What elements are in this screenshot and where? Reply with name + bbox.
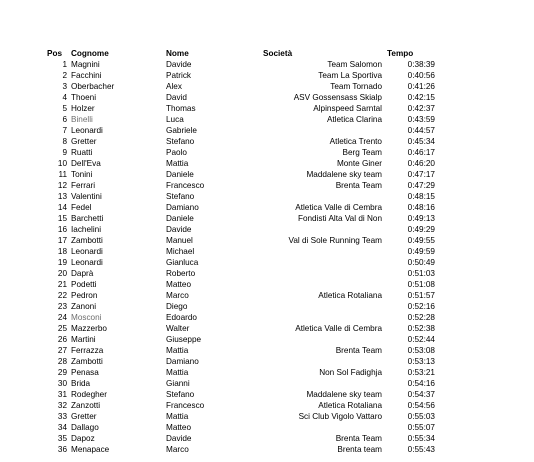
result-cognome: Thoeni [71,93,97,102]
table-row [0,213,534,224]
result-cognome: Brida [71,379,91,388]
result-cognome: Martini [71,335,96,344]
result-nome: Francesco [166,401,205,410]
table-row [0,224,534,235]
result-societa: Brenta Team [335,181,382,190]
result-pos: 34 [57,423,67,432]
result-pos: 6 [62,115,67,124]
table-header [0,48,534,59]
result-nome: David [166,93,187,102]
result-pos: 20 [57,269,67,278]
result-societa: Atletica Valle di Cembra [295,324,382,333]
table-row [0,235,534,246]
result-nome: Matteo [166,423,192,432]
result-pos: 35 [57,434,67,443]
table-row [0,136,534,147]
table-row [0,81,534,92]
table-row [0,268,534,279]
header-tempo: Tempo [387,49,414,58]
result-cognome: Ruatti [71,148,93,157]
result-cognome: Podetti [71,280,97,289]
result-nome: Matteo [166,280,192,289]
result-tempo: 0:50:49 [407,258,435,267]
result-pos: 17 [57,236,67,245]
result-cognome: Mosconi [71,313,102,322]
table-row [0,367,534,378]
result-cognome: Binelli [71,115,93,124]
result-cognome: Leonardi [71,258,103,267]
table-row [0,400,534,411]
result-nome: Marco [166,291,189,300]
result-pos: 28 [57,357,67,366]
result-nome: Walter [166,324,190,333]
result-tempo: 0:48:16 [407,203,435,212]
result-cognome: Valentini [71,192,102,201]
result-pos: 4 [62,93,67,102]
result-pos: 11 [58,170,67,179]
table-row [0,301,534,312]
result-tempo: 0:49:29 [407,225,435,234]
table-row [0,191,534,202]
result-societa: ASV Gossensass Skialp [293,93,382,102]
result-societa: Fondisti Alta Val di Non [297,214,382,223]
result-societa: Atletica Rotaliana [318,401,382,410]
result-societa: Berg Team [342,148,382,157]
result-cognome: Gretter [71,412,97,421]
result-tempo: 0:54:16 [407,379,435,388]
result-societa: Sci Club Vigolo Vattaro [298,412,382,421]
header-societa: Società [263,49,293,58]
result-tempo: 0:40:56 [407,71,435,80]
table-row [0,290,534,301]
header-cognome: Cognome [71,49,109,58]
result-nome: Alex [166,82,182,91]
result-nome: Roberto [166,269,196,278]
result-nome: Mattia [166,159,189,168]
result-nome: Damiano [166,357,199,366]
result-cognome: Rodegher [71,390,107,399]
result-societa: Maddalene sky team [306,390,382,399]
result-tempo: 0:43:59 [407,115,435,124]
result-tempo: 0:51:08 [407,280,435,289]
result-cognome: Barchetti [71,214,104,223]
result-tempo: 0:52:28 [407,313,435,322]
table-row [0,202,534,213]
result-cognome: Magnini [71,60,100,69]
result-societa: Atletica Valle di Cembra [295,203,382,212]
result-nome: Edoardo [166,313,197,322]
table-row [0,246,534,257]
table-row [0,103,534,114]
result-pos: 3 [62,82,67,91]
result-societa: Maddalene sky team [306,170,382,179]
result-nome: Gianni [166,379,190,388]
result-nome: Davide [166,434,192,443]
result-societa: Brenta team [337,445,382,454]
result-pos: 23 [57,302,67,311]
result-tempo: 0:52:16 [407,302,435,311]
result-societa: Team Tornado [330,82,382,91]
table-row [0,59,534,70]
result-societa: Team La Sportiva [318,71,382,80]
table-row [0,147,534,158]
result-tempo: 0:55:07 [407,423,435,432]
table-row [0,158,534,169]
result-nome: Giuseppe [166,335,202,344]
result-cognome: Mazzerbo [71,324,107,333]
result-pos: 2 [62,71,67,80]
table-row [0,125,534,136]
result-cognome: Leonardi [71,126,103,135]
table-row [0,312,534,323]
result-societa: Atletica Rotaliana [318,291,382,300]
result-pos: 32 [57,401,67,410]
result-nome: Gianluca [166,258,199,267]
result-pos: 25 [57,324,67,333]
result-tempo: 0:54:56 [407,401,435,410]
result-cognome: Gretter [71,137,97,146]
result-cognome: Zanzotti [71,401,101,410]
result-cognome: Dell'Eva [71,159,101,168]
result-tempo: 0:51:57 [407,291,435,300]
result-pos: 13 [57,192,67,201]
result-societa: Val di Sole Running Team [288,236,382,245]
table-row [0,378,534,389]
table-body [0,59,534,455]
result-tempo: 0:38:39 [407,60,435,69]
table-row [0,180,534,191]
result-pos: 8 [62,137,67,146]
table-row [0,257,534,268]
result-nome: Marco [166,445,189,454]
result-tempo: 0:42:37 [407,104,435,113]
result-pos: 33 [57,412,67,421]
table-row [0,279,534,290]
table-row [0,323,534,334]
result-nome: Thomas [166,104,196,113]
result-cognome: Penasa [71,368,99,377]
result-nome: Michael [166,247,195,256]
result-tempo: 0:51:03 [407,269,435,278]
result-societa: Monte Giner [336,159,382,168]
table-row [0,422,534,433]
result-societa: Brenta Team [335,346,382,355]
result-tempo: 0:54:37 [407,390,435,399]
result-cognome: Zambotti [71,357,103,366]
result-pos: 10 [57,159,67,168]
result-pos: 19 [57,258,67,267]
result-nome: Daniele [166,214,194,223]
result-nome: Stefano [166,390,195,399]
result-tempo: 0:46:17 [407,148,435,157]
result-societa: Atletica Trento [329,137,382,146]
result-nome: Patrick [166,71,192,80]
result-tempo: 0:48:15 [407,192,435,201]
result-pos: 30 [57,379,67,388]
result-cognome: Facchini [71,71,102,80]
result-tempo: 0:52:44 [407,335,435,344]
result-societa: Team Salomon [327,60,382,69]
result-pos: 22 [57,291,67,300]
result-tempo: 0:55:43 [407,445,435,454]
result-cognome: Ferrazza [71,346,104,355]
result-pos: 21 [57,280,67,289]
table-row [0,356,534,367]
result-tempo: 0:47:17 [407,170,435,179]
result-nome: Mattia [166,346,189,355]
result-tempo: 0:53:21 [407,368,435,377]
result-cognome: Iachelini [71,225,102,234]
result-societa: Alpinspeed Sarntal [313,104,382,113]
result-tempo: 0:55:03 [407,412,435,421]
result-cognome: Daprà [71,269,94,278]
result-nome: Mattia [166,368,189,377]
result-pos: 5 [62,104,67,113]
result-nome: Stefano [166,192,195,201]
result-pos: 1 [62,60,67,69]
result-societa: Brenta Team [335,434,382,443]
result-nome: Luca [166,115,184,124]
result-nome: Davide [166,225,192,234]
header-nome: Nome [166,49,189,58]
table-row [0,70,534,81]
result-cognome: Tonini [71,170,93,179]
result-pos: 7 [62,126,67,135]
result-pos: 31 [57,390,67,399]
result-cognome: Oberbacher [71,82,115,91]
result-cognome: Leonardi [71,247,103,256]
result-tempo: 0:45:34 [407,137,435,146]
result-cognome: Zambotti [71,236,103,245]
result-nome: Daniele [166,170,194,179]
result-pos: 18 [57,247,67,256]
result-pos: 27 [57,346,67,355]
table-row [0,345,534,356]
result-nome: Manuel [166,236,193,245]
result-tempo: 0:41:26 [407,82,435,91]
result-tempo: 0:42:15 [407,93,435,102]
header-pos: Pos [47,49,63,58]
result-cognome: Menapace [71,445,110,454]
result-pos: 29 [57,368,67,377]
result-cognome: Fedel [71,203,92,212]
result-pos: 16 [57,225,67,234]
result-tempo: 0:46:20 [407,159,435,168]
table-row [0,411,534,422]
result-nome: Mattia [166,412,189,421]
result-pos: 36 [57,445,67,454]
result-nome: Gabriele [166,126,197,135]
result-societa: Non Sol Fadighja [319,368,382,377]
result-nome: Damiano [166,203,199,212]
table-row [0,389,534,400]
result-cognome: Dallago [71,423,99,432]
result-tempo: 0:52:38 [407,324,435,333]
table-row [0,444,534,455]
result-pos: 24 [57,313,67,322]
result-pos: 9 [62,148,67,157]
result-tempo: 0:49:59 [407,247,435,256]
result-societa: Atletica Clarina [326,115,382,124]
table-row [0,114,534,125]
result-cognome: Holzer [71,104,95,113]
result-pos: 14 [57,203,67,212]
result-nome: Paolo [166,148,187,157]
result-nome: Diego [166,302,188,311]
result-pos: 15 [57,214,67,223]
result-pos: 12 [57,181,67,190]
table-row [0,169,534,180]
result-tempo: 0:55:34 [407,434,435,443]
result-nome: Francesco [166,181,205,190]
table-row [0,334,534,345]
result-cognome: Dapoz [71,434,95,443]
result-tempo: 0:47:29 [407,181,435,190]
result-cognome: Ferrari [71,181,96,190]
result-nome: Stefano [166,137,195,146]
result-tempo: 0:53:13 [407,357,435,366]
result-nome: Davide [166,60,192,69]
result-tempo: 0:44:57 [407,126,435,135]
result-cognome: Pedron [71,291,98,300]
results-table [0,48,534,455]
table-row [0,433,534,444]
result-pos: 26 [57,335,67,344]
result-tempo: 0:49:55 [407,236,435,245]
table-row [0,92,534,103]
result-cognome: Zanoni [71,302,97,311]
result-tempo: 0:49:13 [407,214,435,223]
result-tempo: 0:53:08 [407,346,435,355]
